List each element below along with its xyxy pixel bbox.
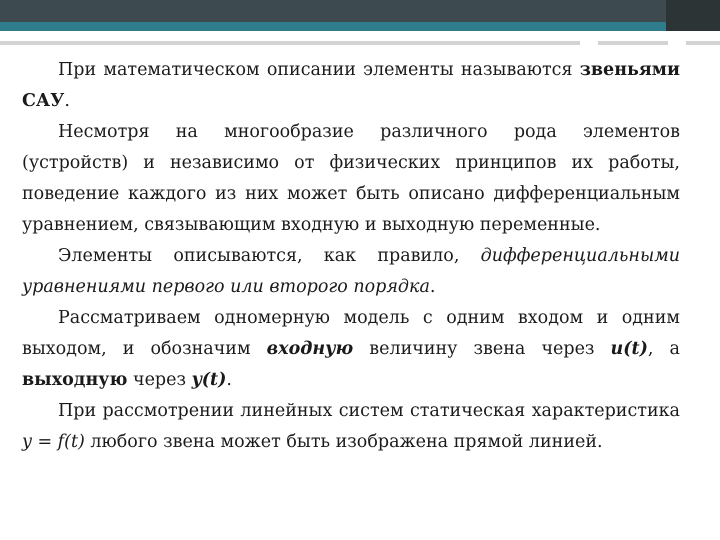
paragraph-text: через <box>127 370 192 390</box>
paragraph-differential-equation <box>22 117 680 241</box>
formula-output: y(t) <box>191 370 227 390</box>
formula-static: y = f(t) <box>22 432 85 452</box>
paragraph-definition <box>22 55 680 117</box>
header-divider-segment <box>0 41 580 45</box>
paragraph-text: любого звена может быть изображена прямой линией. <box>84 432 603 452</box>
paragraph-text: . <box>64 91 70 111</box>
header-corner-block <box>666 0 720 31</box>
term-input: входную <box>266 339 354 359</box>
term-output: выходную <box>22 370 128 390</box>
paragraph-input-output <box>22 303 680 396</box>
paragraph-equation-order <box>22 241 680 303</box>
paragraph-text: При рассмотрении линейных систем статическая характеристика <box>58 401 680 421</box>
paragraph-text: При математическом описании элементы называются <box>58 60 580 80</box>
paragraph-text: Рассматриваем одномерную модель с одним входом и одним выходом, и обозначим <box>22 308 680 359</box>
paragraph-text: величину звена через <box>353 339 611 359</box>
formula-input: u(t) <box>610 339 648 359</box>
paragraph-static-characteristic <box>22 396 680 458</box>
slide-body <box>22 55 680 458</box>
paragraph-text: , а <box>647 339 680 359</box>
header-divider-segment <box>686 41 720 45</box>
paragraph-text: . <box>226 370 232 390</box>
term-bold: звеньями САУ <box>22 60 680 111</box>
header-divider-segment <box>598 41 668 45</box>
header-accent-stripe <box>0 22 720 31</box>
term-italic: дифференциальными уравнениями первого или второго порядка <box>22 246 680 297</box>
paragraph-text: . <box>429 277 436 297</box>
paragraph-text: Элементы описываются, как правило, <box>58 246 481 266</box>
paragraph-text: Несмотря на многообразие различного рода элементов (устройств) и независимо от физических принципов их работы, поведение каждого из них может быть описано дифференциальным уравнением, связывающим входную и выходную переменные. <box>22 122 680 235</box>
header-bar <box>0 0 720 22</box>
